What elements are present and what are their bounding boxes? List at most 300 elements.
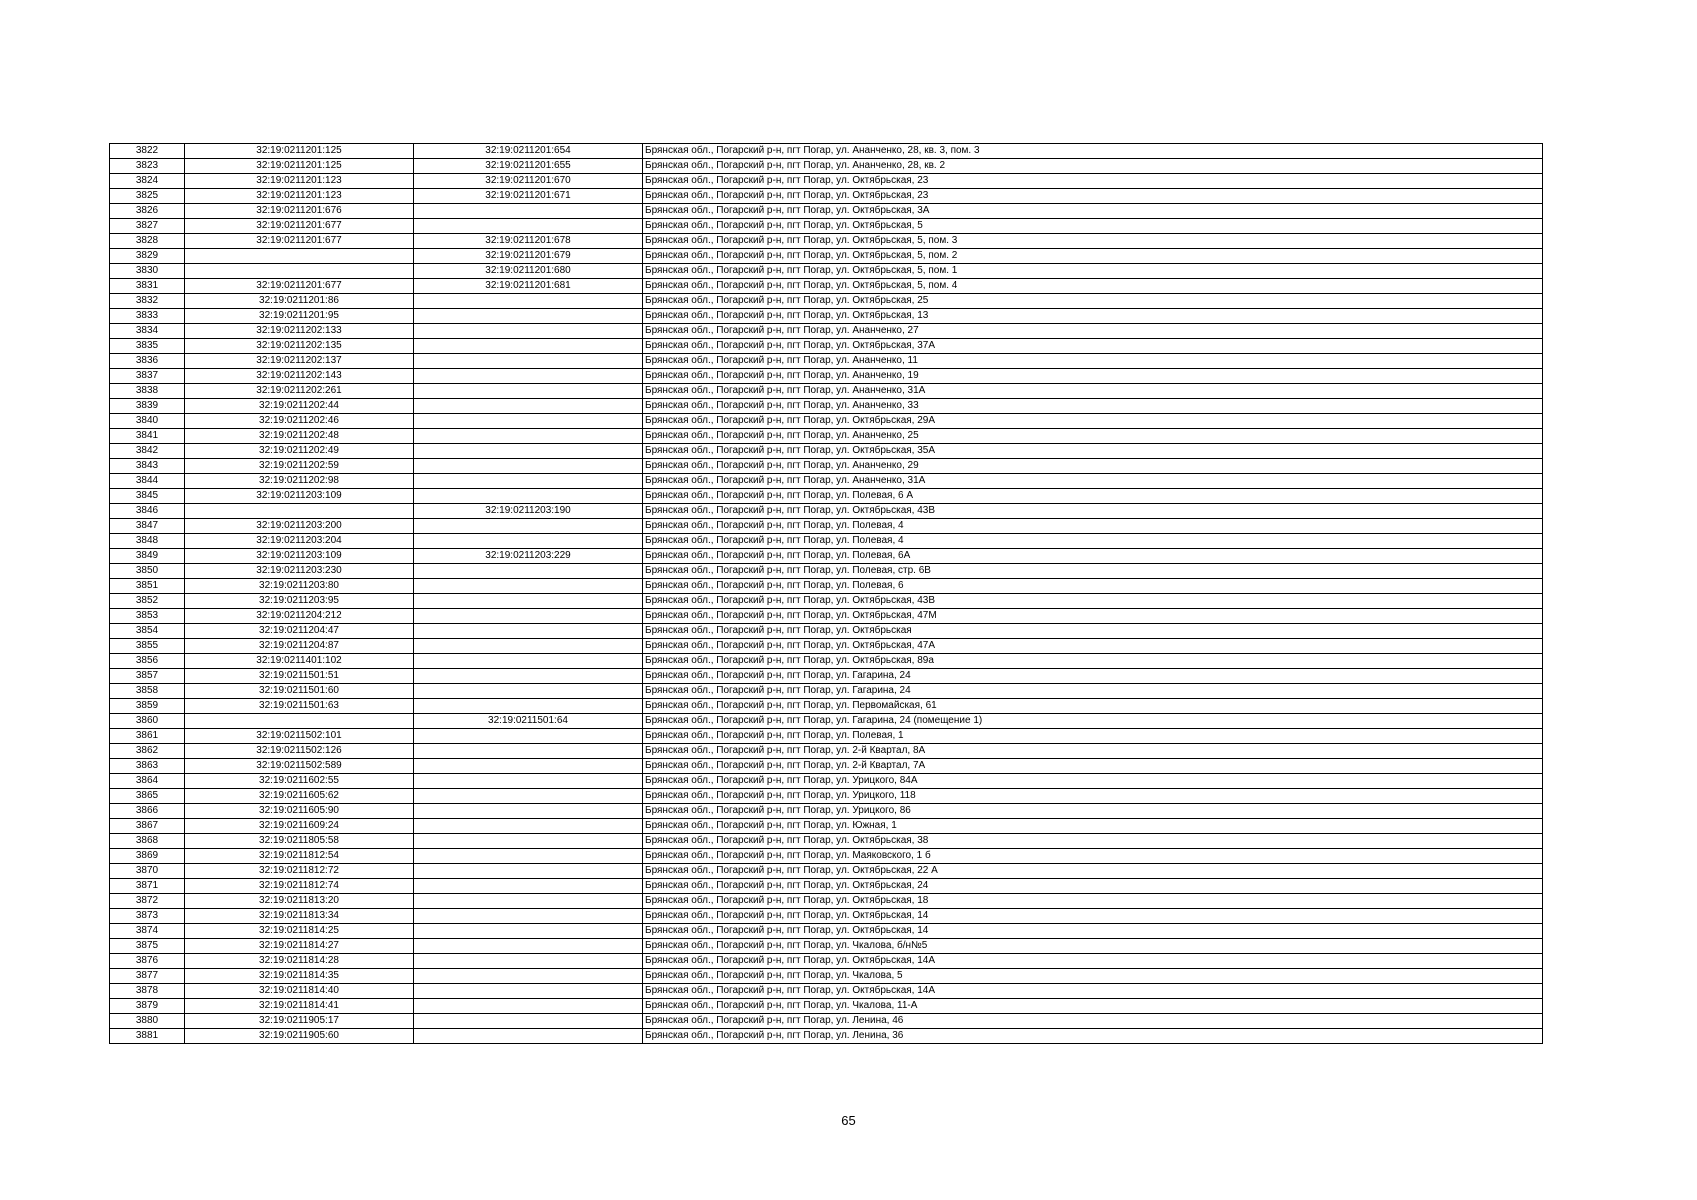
table-row (110, 804, 1543, 819)
table-row (110, 894, 1543, 909)
table-row (110, 834, 1543, 849)
building-cadastral-number-cell (414, 894, 643, 909)
land-cadastral-number-cell: 32:19:0211812:74 (185, 879, 414, 894)
land-cadastral-number-cell: 32:19:0211605:90 (185, 804, 414, 819)
land-cadastral-number-cell: 32:19:0211805:58 (185, 834, 414, 849)
land-cadastral-number-cell: 32:19:0211202:49 (185, 444, 414, 459)
building-cadastral-number-cell (414, 219, 643, 234)
address-cell: Брянская обл., Погарский р-н, пгт Погар, ул. Гагарина, 24 (643, 684, 1543, 699)
row-number-cell: 3854 (110, 624, 185, 639)
address-cell: Брянская обл., Погарский р-н, пгт Погар, ул. Октябрьская, 18 (643, 894, 1543, 909)
address-cell: Брянская обл., Погарский р-н, пгт Погар, ул. Полевая, 6 (643, 579, 1543, 594)
address-cell: Брянская обл., Погарский р-н, пгт Погар, ул. Октябрьская, 5 (643, 219, 1543, 234)
address-cell: Брянская обл., Погарский р-н, пгт Погар, ул. Октябрьская, 5, пом. 3 (643, 234, 1543, 249)
address-cell: Брянская обл., Погарский р-н, пгт Погар, ул. Ананченко, 19 (643, 369, 1543, 384)
table-row (110, 144, 1543, 159)
address-cell: Брянская обл., Погарский р-н, пгт Погар, ул. Октябрьская, 23 (643, 189, 1543, 204)
table-row (110, 744, 1543, 759)
building-cadastral-number-cell (414, 594, 643, 609)
land-cadastral-number-cell: 32:19:0211203:230 (185, 564, 414, 579)
land-cadastral-number-cell: 32:19:0211203:109 (185, 549, 414, 564)
row-number-cell: 3875 (110, 939, 185, 954)
building-cadastral-number-cell (414, 1014, 643, 1029)
table-row (110, 189, 1543, 204)
table-row (110, 549, 1543, 564)
row-number-cell: 3869 (110, 849, 185, 864)
address-cell: Брянская обл., Погарский р-н, пгт Погар, ул. Октябрьская, 37А (643, 339, 1543, 354)
building-cadastral-number-cell: 32:19:0211201:679 (414, 249, 643, 264)
land-cadastral-number-cell: 32:19:0211203:80 (185, 579, 414, 594)
page-number: 65 (841, 1113, 856, 1128)
address-cell: Брянская обл., Погарский р-н, пгт Погар, ул. Октябрьская, 14А (643, 984, 1543, 999)
land-cadastral-number-cell: 32:19:0211814:27 (185, 939, 414, 954)
building-cadastral-number-cell (414, 579, 643, 594)
building-cadastral-number-cell (414, 774, 643, 789)
address-cell: Брянская обл., Погарский р-н, пгт Погар, ул. Ананченко, 33 (643, 399, 1543, 414)
address-cell: Брянская обл., Погарский р-н, пгт Погар, ул. 2-й Квартал, 8А (643, 744, 1543, 759)
land-cadastral-number-cell (185, 264, 414, 279)
table-row (110, 444, 1543, 459)
row-number-cell: 3874 (110, 924, 185, 939)
land-cadastral-number-cell: 32:19:0211201:676 (185, 204, 414, 219)
table-row (110, 849, 1543, 864)
row-number-cell: 3845 (110, 489, 185, 504)
building-cadastral-number-cell: 32:19:0211201:655 (414, 159, 643, 174)
land-cadastral-number-cell: 32:19:0211602:55 (185, 774, 414, 789)
land-cadastral-number-cell: 32:19:0211203:204 (185, 534, 414, 549)
row-number-cell: 3851 (110, 579, 185, 594)
address-cell: Брянская обл., Погарский р-н, пгт Погар, ул. Октябрьская, 24 (643, 879, 1543, 894)
building-cadastral-number-cell (414, 489, 643, 504)
building-cadastral-number-cell (414, 354, 643, 369)
row-number-cell: 3830 (110, 264, 185, 279)
land-cadastral-number-cell: 32:19:0211814:41 (185, 999, 414, 1014)
table-row (110, 504, 1543, 519)
land-cadastral-number-cell: 32:19:0211203:109 (185, 489, 414, 504)
address-cell: Брянская обл., Погарский р-н, пгт Погар, ул. Маяковского, 1 б (643, 849, 1543, 864)
table-row (110, 639, 1543, 654)
land-cadastral-number-cell: 32:19:0211502:126 (185, 744, 414, 759)
land-cadastral-number-cell: 32:19:0211609:24 (185, 819, 414, 834)
table-row (110, 759, 1543, 774)
land-cadastral-number-cell: 32:19:0211502:589 (185, 759, 414, 774)
address-cell: Брянская обл., Погарский р-н, пгт Погар, ул. Урицкого, 84А (643, 774, 1543, 789)
land-cadastral-number-cell: 32:19:0211201:86 (185, 294, 414, 309)
table-row (110, 369, 1543, 384)
table-row (110, 264, 1543, 279)
building-cadastral-number-cell: 32:19:0211201:654 (414, 144, 643, 159)
address-cell: Брянская обл., Погарский р-н, пгт Погар, ул. Ананченко, 25 (643, 429, 1543, 444)
land-cadastral-number-cell: 32:19:0211201:677 (185, 279, 414, 294)
building-cadastral-number-cell (414, 384, 643, 399)
land-cadastral-number-cell: 32:19:0211814:28 (185, 954, 414, 969)
row-number-cell: 3856 (110, 654, 185, 669)
building-cadastral-number-cell (414, 294, 643, 309)
table-row (110, 174, 1543, 189)
building-cadastral-number-cell: 32:19:0211201:678 (414, 234, 643, 249)
building-cadastral-number-cell (414, 864, 643, 879)
address-cell: Брянская обл., Погарский р-н, пгт Погар, ул. Ленина, 36 (643, 1029, 1543, 1044)
land-cadastral-number-cell: 32:19:0211201:125 (185, 159, 414, 174)
building-cadastral-number-cell (414, 924, 643, 939)
address-cell: Брянская обл., Погарский р-н, пгт Погар, ул. Октябрьская, 38 (643, 834, 1543, 849)
row-number-cell: 3880 (110, 1014, 185, 1029)
table-row (110, 249, 1543, 264)
row-number-cell: 3853 (110, 609, 185, 624)
row-number-cell: 3858 (110, 684, 185, 699)
building-cadastral-number-cell (414, 879, 643, 894)
building-cadastral-number-cell (414, 564, 643, 579)
building-cadastral-number-cell (414, 654, 643, 669)
land-cadastral-number-cell: 32:19:0211814:25 (185, 924, 414, 939)
address-cell: Брянская обл., Погарский р-н, пгт Погар, ул. Октябрьская, 22 А (643, 864, 1543, 879)
row-number-cell: 3852 (110, 594, 185, 609)
row-number-cell: 3850 (110, 564, 185, 579)
building-cadastral-number-cell (414, 474, 643, 489)
table-row (110, 729, 1543, 744)
address-cell: Брянская обл., Погарский р-н, пгт Погар, ул. Полевая, 4 (643, 519, 1543, 534)
building-cadastral-number-cell: 32:19:0211501:64 (414, 714, 643, 729)
land-cadastral-number-cell: 32:19:0211204:212 (185, 609, 414, 624)
table-row (110, 204, 1543, 219)
row-number-cell: 3836 (110, 354, 185, 369)
address-cell: Брянская обл., Погарский р-н, пгт Погар, ул. Полевая, 6 А (643, 489, 1543, 504)
table-row (110, 339, 1543, 354)
building-cadastral-number-cell (414, 939, 643, 954)
row-number-cell: 3838 (110, 384, 185, 399)
building-cadastral-number-cell (414, 729, 643, 744)
land-cadastral-number-cell: 32:19:0211813:34 (185, 909, 414, 924)
table-row (110, 474, 1543, 489)
row-number-cell: 3837 (110, 369, 185, 384)
row-number-cell: 3847 (110, 519, 185, 534)
table-row (110, 564, 1543, 579)
land-cadastral-number-cell: 32:19:0211201:677 (185, 234, 414, 249)
building-cadastral-number-cell: 32:19:0211201:681 (414, 279, 643, 294)
building-cadastral-number-cell (414, 414, 643, 429)
land-cadastral-number-cell: 32:19:0211202:46 (185, 414, 414, 429)
land-cadastral-number-cell: 32:19:0211905:17 (185, 1014, 414, 1029)
land-cadastral-number-cell: 32:19:0211202:59 (185, 459, 414, 474)
row-number-cell: 3828 (110, 234, 185, 249)
building-cadastral-number-cell: 32:19:0211203:190 (414, 504, 643, 519)
land-cadastral-number-cell: 32:19:0211401:102 (185, 654, 414, 669)
table-row (110, 459, 1543, 474)
row-number-cell: 3862 (110, 744, 185, 759)
building-cadastral-number-cell (414, 834, 643, 849)
row-number-cell: 3864 (110, 774, 185, 789)
table-row (110, 774, 1543, 789)
land-cadastral-number-cell: 32:19:0211202:137 (185, 354, 414, 369)
row-number-cell: 3870 (110, 864, 185, 879)
land-cadastral-number-cell: 32:19:0211201:95 (185, 309, 414, 324)
row-number-cell: 3825 (110, 189, 185, 204)
table-row (110, 414, 1543, 429)
land-cadastral-number-cell: 32:19:0211905:60 (185, 1029, 414, 1044)
table-row (110, 579, 1543, 594)
table-row (110, 699, 1543, 714)
address-cell: Брянская обл., Погарский р-н, пгт Погар, ул. Октябрьская, 5, пом. 1 (643, 264, 1543, 279)
row-number-cell: 3872 (110, 894, 185, 909)
row-number-cell: 3859 (110, 699, 185, 714)
building-cadastral-number-cell (414, 204, 643, 219)
row-number-cell: 3861 (110, 729, 185, 744)
land-cadastral-number-cell: 32:19:0211203:95 (185, 594, 414, 609)
row-number-cell: 3865 (110, 789, 185, 804)
building-cadastral-number-cell (414, 519, 643, 534)
row-number-cell: 3832 (110, 294, 185, 309)
building-cadastral-number-cell (414, 954, 643, 969)
row-number-cell: 3857 (110, 669, 185, 684)
row-number-cell: 3841 (110, 429, 185, 444)
table-row (110, 324, 1543, 339)
land-cadastral-number-cell: 32:19:0211201:677 (185, 219, 414, 234)
land-cadastral-number-cell: 32:19:0211814:35 (185, 969, 414, 984)
building-cadastral-number-cell (414, 819, 643, 834)
row-number-cell: 3881 (110, 1029, 185, 1044)
land-cadastral-number-cell: 32:19:0211202:133 (185, 324, 414, 339)
table-row (110, 924, 1543, 939)
land-cadastral-number-cell: 32:19:0211201:123 (185, 174, 414, 189)
land-cadastral-number-cell: 32:19:0211202:135 (185, 339, 414, 354)
address-cell: Брянская обл., Погарский р-н, пгт Погар, ул. Чкалова, 11-А (643, 999, 1543, 1014)
address-cell: Брянская обл., Погарский р-н, пгт Погар, ул. Ананченко, 28, кв. 3, пом. 3 (643, 144, 1543, 159)
address-cell: Брянская обл., Погарский р-н, пгт Погар, ул. Октябрьская, 47А (643, 639, 1543, 654)
land-cadastral-number-cell (185, 714, 414, 729)
row-number-cell: 3844 (110, 474, 185, 489)
building-cadastral-number-cell (414, 669, 643, 684)
address-cell: Брянская обл., Погарский р-н, пгт Погар, ул. Полевая, 4 (643, 534, 1543, 549)
building-cadastral-number-cell (414, 759, 643, 774)
land-cadastral-number-cell: 32:19:0211202:98 (185, 474, 414, 489)
building-cadastral-number-cell (414, 444, 643, 459)
table-row (110, 534, 1543, 549)
table-row (110, 399, 1543, 414)
address-cell: Брянская обл., Погарский р-н, пгт Погар, ул. Ананченко, 29 (643, 459, 1543, 474)
land-cadastral-number-cell: 32:19:0211204:87 (185, 639, 414, 654)
table-row (110, 819, 1543, 834)
row-number-cell: 3871 (110, 879, 185, 894)
land-cadastral-number-cell: 32:19:0211813:20 (185, 894, 414, 909)
row-number-cell: 3839 (110, 399, 185, 414)
address-cell: Брянская обл., Погарский р-н, пгт Погар, ул. Октябрьская, 14А (643, 954, 1543, 969)
row-number-cell: 3840 (110, 414, 185, 429)
table-row (110, 1029, 1543, 1044)
row-number-cell: 3878 (110, 984, 185, 999)
building-cadastral-number-cell (414, 969, 643, 984)
address-cell: Брянская обл., Погарский р-н, пгт Погар, ул. Южная, 1 (643, 819, 1543, 834)
building-cadastral-number-cell (414, 684, 643, 699)
land-cadastral-number-cell: 32:19:0211812:72 (185, 864, 414, 879)
land-cadastral-number-cell: 32:19:0211814:40 (185, 984, 414, 999)
building-cadastral-number-cell (414, 459, 643, 474)
row-number-cell: 3877 (110, 969, 185, 984)
building-cadastral-number-cell (414, 639, 643, 654)
table-row (110, 714, 1543, 729)
address-cell: Брянская обл., Погарский р-н, пгт Погар, ул. Ананченко, 11 (643, 354, 1543, 369)
address-cell: Брянская обл., Погарский р-н, пгт Погар, ул. Октябрьская, 43В (643, 594, 1543, 609)
table-row (110, 594, 1543, 609)
building-cadastral-number-cell (414, 339, 643, 354)
address-cell: Брянская обл., Погарский р-н, пгт Погар, ул. Октябрьская, 13 (643, 309, 1543, 324)
address-cell: Брянская обл., Погарский р-н, пгт Погар, ул. 2-й Квартал, 7А (643, 759, 1543, 774)
building-cadastral-number-cell (414, 1029, 643, 1044)
building-cadastral-number-cell (414, 999, 643, 1014)
table-row (110, 789, 1543, 804)
address-cell: Брянская обл., Погарский р-н, пгт Погар, ул. Октябрьская, 25 (643, 294, 1543, 309)
building-cadastral-number-cell (414, 534, 643, 549)
address-cell: Брянская обл., Погарский р-н, пгт Погар, ул. Урицкого, 86 (643, 804, 1543, 819)
address-cell: Брянская обл., Погарский р-н, пгт Погар, ул. Первомайская, 61 (643, 699, 1543, 714)
address-cell: Брянская обл., Погарский р-н, пгт Погар, ул. Октябрьская, 43В (643, 504, 1543, 519)
address-cell: Брянская обл., Погарский р-н, пгт Погар, ул. Октябрьская, 23 (643, 174, 1543, 189)
address-cell: Брянская обл., Погарский р-н, пгт Погар, ул. Октябрьская, 5, пом. 4 (643, 279, 1543, 294)
building-cadastral-number-cell: 32:19:0211201:670 (414, 174, 643, 189)
land-cadastral-number-cell: 32:19:0211204:47 (185, 624, 414, 639)
table-row (110, 879, 1543, 894)
land-cadastral-number-cell: 32:19:0211501:63 (185, 699, 414, 714)
building-cadastral-number-cell (414, 789, 643, 804)
table-row (110, 624, 1543, 639)
row-number-cell: 3823 (110, 159, 185, 174)
address-cell: Брянская обл., Погарский р-н, пгт Погар, ул. Октябрьская, 29А (643, 414, 1543, 429)
table-row (110, 309, 1543, 324)
table-row (110, 864, 1543, 879)
address-cell: Брянская обл., Погарский р-н, пгт Погар, ул. Октябрьская, 14 (643, 924, 1543, 939)
address-cell: Брянская обл., Погарский р-н, пгт Погар, ул. Чкалова, б/н№5 (643, 939, 1543, 954)
building-cadastral-number-cell (414, 369, 643, 384)
building-cadastral-number-cell (414, 849, 643, 864)
registry-table-body (110, 144, 1543, 1044)
table-row (110, 939, 1543, 954)
row-number-cell: 3829 (110, 249, 185, 264)
land-cadastral-number-cell: 32:19:0211202:48 (185, 429, 414, 444)
building-cadastral-number-cell (414, 984, 643, 999)
row-number-cell: 3824 (110, 174, 185, 189)
address-cell: Брянская обл., Погарский р-н, пгт Погар, ул. Октябрьская (643, 624, 1543, 639)
row-number-cell: 3866 (110, 804, 185, 819)
row-number-cell: 3876 (110, 954, 185, 969)
row-number-cell: 3867 (110, 819, 185, 834)
address-cell: Брянская обл., Погарский р-н, пгт Погар, ул. Чкалова, 5 (643, 969, 1543, 984)
table-row (110, 354, 1543, 369)
address-cell: Брянская обл., Погарский р-н, пгт Погар, ул. Ленина, 46 (643, 1014, 1543, 1029)
row-number-cell: 3826 (110, 204, 185, 219)
table-row (110, 954, 1543, 969)
land-cadastral-number-cell: 32:19:0211812:54 (185, 849, 414, 864)
row-number-cell: 3849 (110, 549, 185, 564)
building-cadastral-number-cell (414, 804, 643, 819)
building-cadastral-number-cell (414, 324, 643, 339)
table-row (110, 669, 1543, 684)
building-cadastral-number-cell: 32:19:0211201:680 (414, 264, 643, 279)
row-number-cell: 3831 (110, 279, 185, 294)
address-cell: Брянская обл., Погарский р-н, пгт Погар, ул. Полевая, стр. 6В (643, 564, 1543, 579)
address-cell: Брянская обл., Погарский р-н, пгт Погар, ул. Октябрьская, 47М (643, 609, 1543, 624)
table-row (110, 384, 1543, 399)
land-cadastral-number-cell: 32:19:0211501:51 (185, 669, 414, 684)
building-cadastral-number-cell (414, 399, 643, 414)
address-cell: Брянская обл., Погарский р-н, пгт Погар, ул. Гагарина, 24 (643, 669, 1543, 684)
table-row (110, 234, 1543, 249)
address-cell: Брянская обл., Погарский р-н, пгт Погар, ул. Октябрьская, 89а (643, 654, 1543, 669)
row-number-cell: 3855 (110, 639, 185, 654)
building-cadastral-number-cell (414, 309, 643, 324)
row-number-cell: 3846 (110, 504, 185, 519)
land-cadastral-number-cell: 32:19:0211202:44 (185, 399, 414, 414)
land-cadastral-number-cell: 32:19:0211203:200 (185, 519, 414, 534)
table-row (110, 909, 1543, 924)
address-cell: Брянская обл., Погарский р-н, пгт Погар, ул. Полевая, 1 (643, 729, 1543, 744)
row-number-cell: 3873 (110, 909, 185, 924)
row-number-cell: 3848 (110, 534, 185, 549)
row-number-cell: 3822 (110, 144, 185, 159)
land-cadastral-number-cell: 32:19:0211605:62 (185, 789, 414, 804)
table-row (110, 609, 1543, 624)
building-cadastral-number-cell (414, 429, 643, 444)
address-cell: Брянская обл., Погарский р-н, пгт Погар, ул. Октябрьская, 5, пом. 2 (643, 249, 1543, 264)
land-cadastral-number-cell: 32:19:0211202:261 (185, 384, 414, 399)
row-number-cell: 3863 (110, 759, 185, 774)
row-number-cell: 3833 (110, 309, 185, 324)
table-row (110, 684, 1543, 699)
table-row (110, 984, 1543, 999)
table-row (110, 429, 1543, 444)
land-cadastral-number-cell: 32:19:0211501:60 (185, 684, 414, 699)
table-row (110, 294, 1543, 309)
building-cadastral-number-cell: 32:19:0211201:671 (414, 189, 643, 204)
table-row (110, 654, 1543, 669)
building-cadastral-number-cell (414, 624, 643, 639)
address-cell: Брянская обл., Погарский р-н, пгт Погар, ул. Ананченко, 31А (643, 384, 1543, 399)
land-cadastral-number-cell (185, 249, 414, 264)
row-number-cell: 3827 (110, 219, 185, 234)
address-cell: Брянская обл., Погарский р-н, пгт Погар, ул. Октябрьская, 14 (643, 909, 1543, 924)
table-row (110, 1014, 1543, 1029)
table-row (110, 489, 1543, 504)
row-number-cell: 3843 (110, 459, 185, 474)
table-row (110, 159, 1543, 174)
table-row (110, 219, 1543, 234)
address-cell: Брянская обл., Погарский р-н, пгт Погар, ул. Полевая, 6А (643, 549, 1543, 564)
row-number-cell: 3835 (110, 339, 185, 354)
address-cell: Брянская обл., Погарский р-н, пгт Погар, ул. Октябрьская, 35А (643, 444, 1543, 459)
address-cell: Брянская обл., Погарский р-н, пгт Погар, ул. Урицкого, 118 (643, 789, 1543, 804)
land-cadastral-number-cell: 32:19:0211201:123 (185, 189, 414, 204)
building-cadastral-number-cell (414, 609, 643, 624)
registry-table (109, 143, 1543, 1044)
address-cell: Брянская обл., Погарский р-н, пгт Погар, ул. Ананченко, 28, кв. 2 (643, 159, 1543, 174)
table-row (110, 999, 1543, 1014)
address-cell: Брянская обл., Погарский р-н, пгт Погар, ул. Ананченко, 31А (643, 474, 1543, 489)
building-cadastral-number-cell: 32:19:0211203:229 (414, 549, 643, 564)
land-cadastral-number-cell: 32:19:0211502:101 (185, 729, 414, 744)
row-number-cell: 3860 (110, 714, 185, 729)
land-cadastral-number-cell (185, 504, 414, 519)
address-cell: Брянская обл., Погарский р-н, пгт Погар, ул. Ананченко, 27 (643, 324, 1543, 339)
building-cadastral-number-cell (414, 909, 643, 924)
table-row (110, 519, 1543, 534)
row-number-cell: 3834 (110, 324, 185, 339)
land-cadastral-number-cell: 32:19:0211202:143 (185, 369, 414, 384)
address-cell: Брянская обл., Погарский р-н, пгт Погар, ул. Гагарина, 24 (помещение 1) (643, 714, 1543, 729)
table-row (110, 279, 1543, 294)
row-number-cell: 3842 (110, 444, 185, 459)
building-cadastral-number-cell (414, 744, 643, 759)
row-number-cell: 3868 (110, 834, 185, 849)
building-cadastral-number-cell (414, 699, 643, 714)
land-cadastral-number-cell: 32:19:0211201:125 (185, 144, 414, 159)
